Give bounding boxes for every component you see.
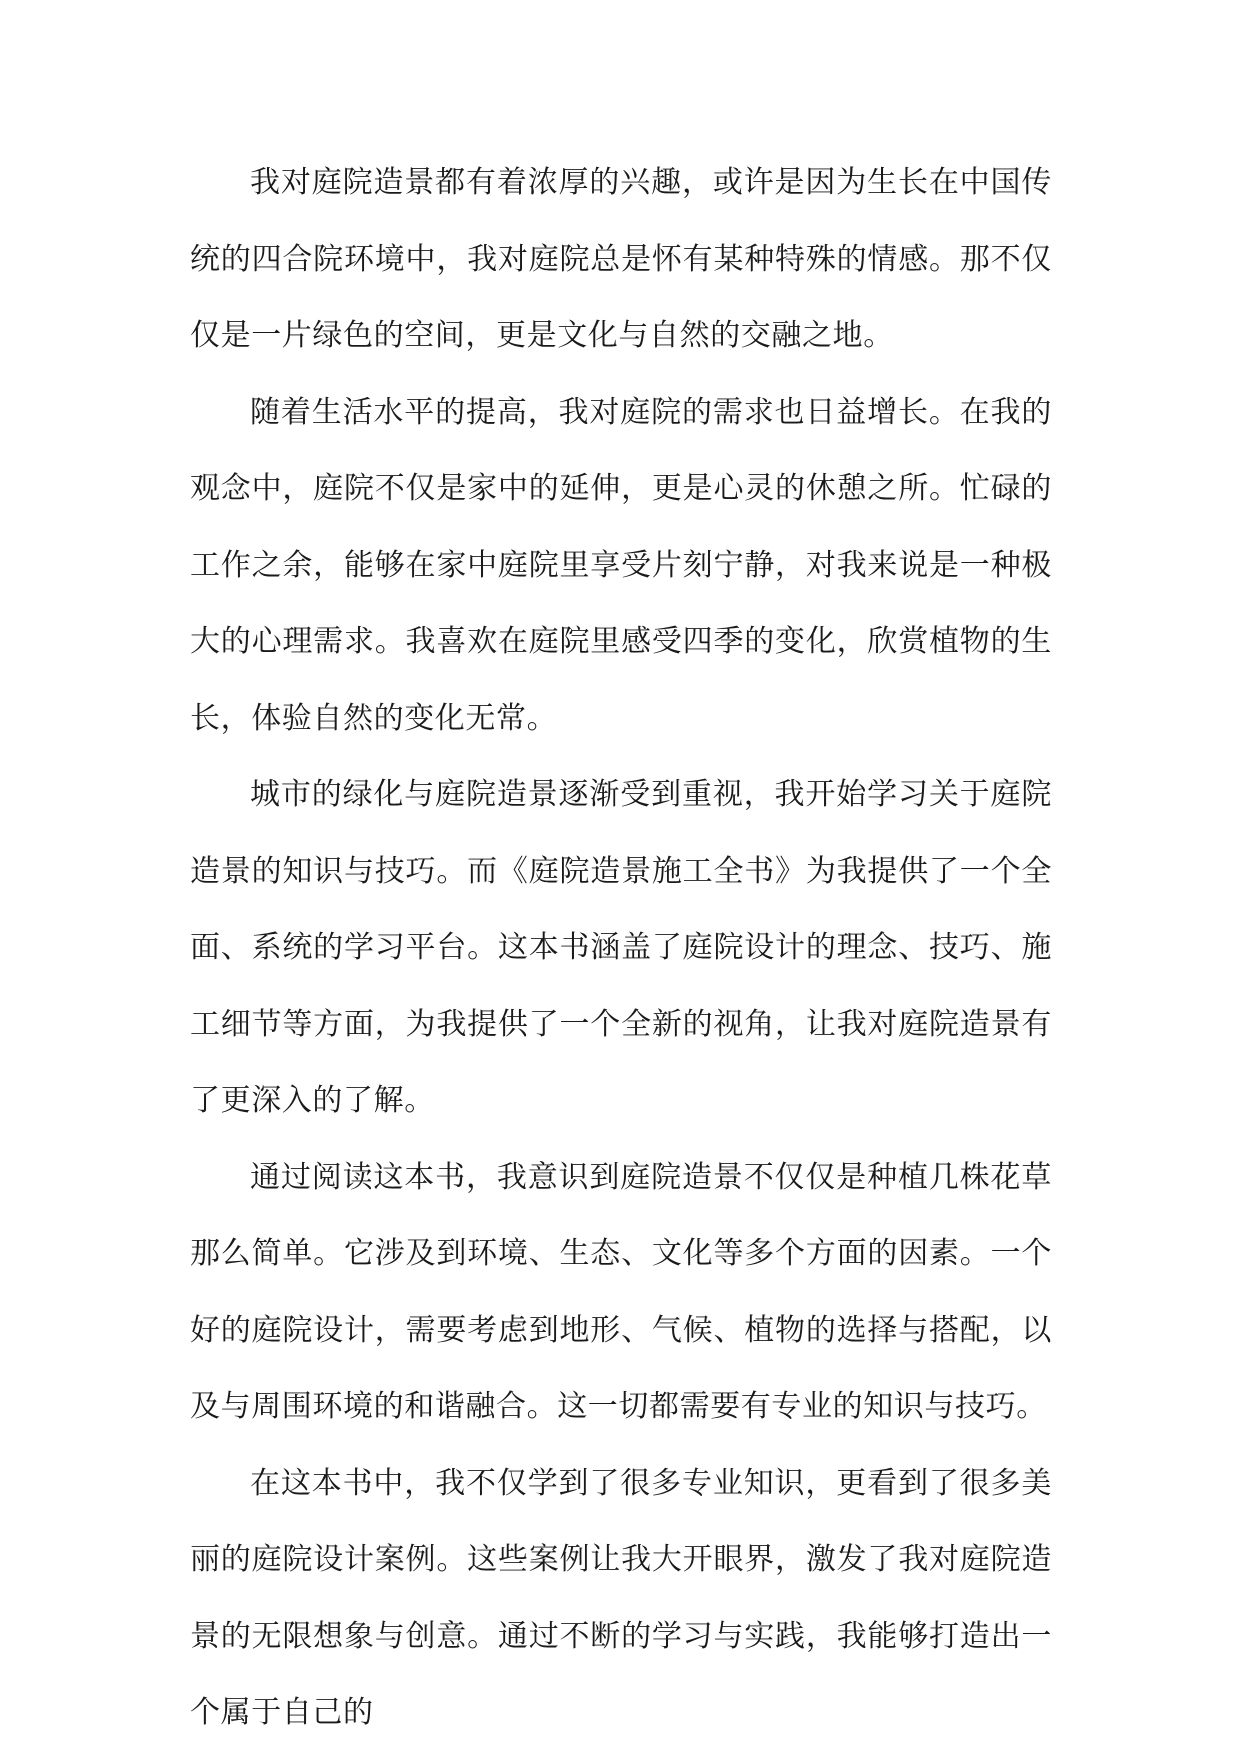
paragraph-4: 通过阅读这本书，我意识到庭院造景不仅仅是种植几株花草那么简单。它涉及到环境、生态、文化等多个方面的因素。一个好的庭院设计，需要考虑到地形、气候、植物的选择与搭配，以及与周围环境的和谐融合。这一切都需要有专业的知识与技巧。 [190, 1159, 1052, 1424]
document-body [190, 145, 1052, 1752]
paragraph-3: 城市的绿化与庭院造景逐渐受到重视，我开始学习关于庭院造景的知识与技巧。而《庭院造景施工全书》为我提供了一个全面、系统的学习平台。这本书涵盖了庭院设计的理念、技巧、施工细节等方面，为我提供了一个全新的视角，让我对庭院造景有了更深入的了解。 [190, 777, 1052, 1118]
paragraph-2: 随着生活水平的提高，我对庭院的需求也日益增长。在我的观念中，庭院不仅是家中的延伸，更是心灵的休憩之所。忙碌的工作之余，能够在家中庭院里享受片刻宁静，对我来说是一种极大的心理需求。我喜欢在庭院里感受四季的变化，欣赏植物的生长，体验自然的变化无常。 [190, 394, 1052, 736]
paragraph-5: 在这本书中，我不仅学到了很多专业知识，更看到了很多美丽的庭院设计案例。这些案例让我大开眼界，激发了我对庭院造景的无限想象与创意。通过不断的学习与实践，我能够打造出一个属于自己的 [190, 1465, 1052, 1730]
paragraph-1: 我对庭院造景都有着浓厚的兴趣，或许是因为生长在中国传统的四合院环境中，我对庭院总是怀有某种特殊的情感。那不仅仅是一片绿色的空间，更是文化与自然的交融之地。 [190, 165, 1052, 353]
